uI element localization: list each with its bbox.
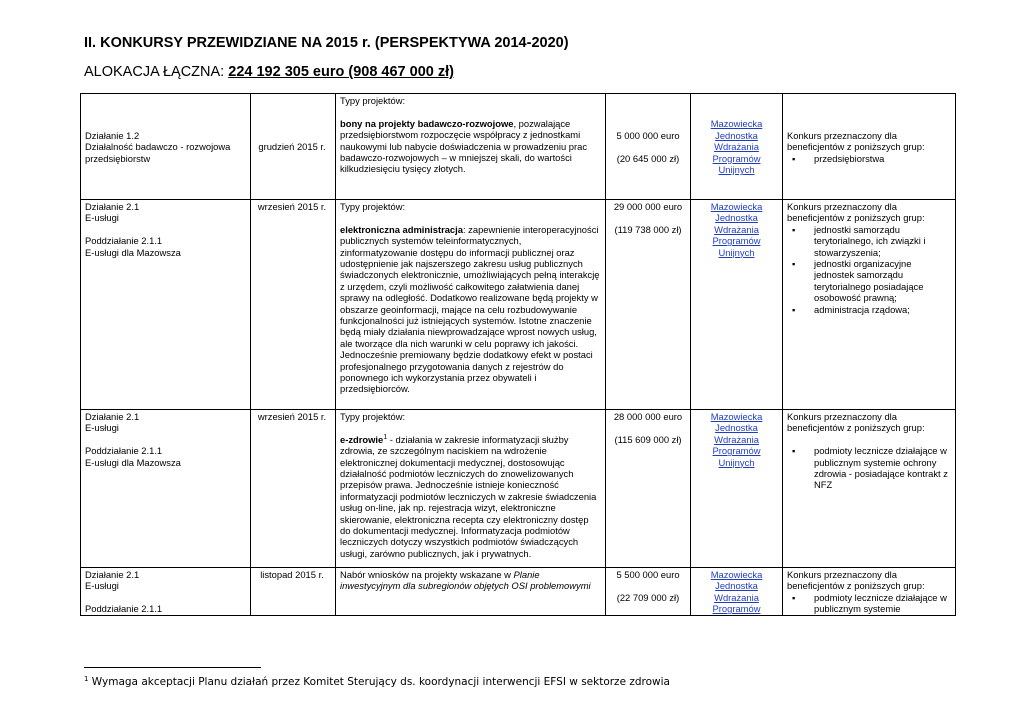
footnote-divider	[84, 667, 261, 668]
beneficiaries-list	[787, 224, 951, 315]
institution-line: Unijnych	[718, 246, 755, 258]
competitions-table	[80, 93, 956, 616]
institution-line: Mazowiecka	[710, 569, 763, 580]
beneficiaries-intro: Konkurs przeznaczony dla beneficjentów z poniższych grup:	[787, 129, 925, 153]
subaction-title: E-usługi dla Mazowsza	[85, 456, 181, 468]
description-cell	[336, 410, 606, 568]
amount-pln: (22 709 000 zł)	[616, 591, 680, 603]
allocation-amount: 224 192 305 euro (908 467 000 zł)	[228, 64, 454, 80]
subaction-title: E-usługi dla Mazowsza	[85, 246, 181, 258]
footnote	[84, 676, 670, 688]
institution-link[interactable]	[695, 569, 778, 615]
action-cell	[81, 94, 251, 200]
footnote-text: Wymaga akceptacji Planu działań przez Komitet Sterujący ds. koordynacji interwencji EFSI w sektorze zdrowia	[88, 676, 670, 688]
institution-line: Programów	[712, 603, 761, 615]
beneficiaries-cell	[783, 568, 956, 616]
amount-eur: 28 000 000 euro	[613, 411, 683, 422]
institution-line: Mazowiecka	[710, 201, 763, 212]
amount-pln: (119 738 000 zł)	[614, 223, 682, 235]
description-text	[340, 569, 601, 592]
description-intro: Typy projektów:	[340, 95, 406, 106]
institution-line: Jednostka	[715, 212, 758, 224]
table-row	[81, 200, 956, 410]
institution-line: Programów	[712, 445, 761, 457]
action-title: E-usługi	[85, 212, 119, 224]
action-title: Działalność badawczo - rozwojowa przedsiębiorstw	[85, 141, 231, 164]
institution-line: Jednostka	[715, 129, 758, 141]
institution-line: Programów	[712, 152, 761, 164]
project-type: bony na projekty badawczo-rozwojowe	[340, 117, 514, 129]
amount-eur: 5 000 000 euro	[616, 129, 680, 141]
description-body: : zapewnienie interoperacyjności publicznych systemów teleinformatycznych, zinformatyzowanie dostępu do informacji publicznej oraz udostępnienie jak najszerszego zakresu usług publicznych świadczonych elektronicznie, umożliwiających pełną interakcję z urzędem, czyli możliwość całkowitego załatwienia danej sprawy na odległość. Dodatkowo realizowane będą projekty w obszarze geoinformacji, mające na celu rozbudowywanie funkcjonalności już istniejących systemów. Istotne znaczenie będą miały działania niewprowadzające wprost nowych usług, ale tworzące dla nich warunki w celu poprawy ich jakości. Jednocześnie premiowany będzie dodatkowy efekt w postaci profesjonalnego przygotowania danych z rejestrów do ponownego ich wykorzystania przez obywateli i przedsiębiorców.	[340, 223, 600, 395]
amount-cell	[606, 568, 691, 616]
footnote-mark: 1	[84, 675, 89, 683]
table-row	[81, 568, 956, 616]
beneficiary-item: ▪ podmioty lecznicze działające w publicznym systemie	[814, 592, 951, 615]
action-cell	[81, 568, 251, 616]
description-cell	[336, 94, 606, 200]
amount-eur: 29 000 000 euro	[613, 201, 683, 212]
institution-cell	[691, 568, 783, 616]
description-cell	[336, 568, 606, 616]
action-number: Działanie 1.2	[85, 129, 140, 141]
allocation-line	[84, 64, 454, 80]
beneficiaries-intro: Konkurs przeznaczony dla beneficjentów z poniższych grup:	[787, 569, 925, 592]
description-text	[340, 224, 601, 395]
beneficiary-item: ▪ jednostki samorządu terytorialnego, ich związki i stowarzyszenia;	[814, 224, 951, 258]
action-number: Działanie 2.1	[85, 201, 140, 212]
institution-line: Mazowiecka	[710, 118, 763, 130]
beneficiaries-cell	[783, 200, 956, 410]
beneficiary-item: ▪ administracja rządowa;	[814, 304, 951, 315]
institution-line: Unijnych	[718, 456, 755, 468]
description-cell	[336, 200, 606, 410]
footnote-ref: 1	[383, 433, 388, 441]
institution-line: Mazowiecka	[710, 411, 763, 422]
beneficiaries-list	[787, 153, 951, 164]
amount-cell	[606, 410, 691, 568]
description-body: , pozwalające przedsiębiorstwom rozpoczęcie współpracy z jednostkami naukowymi lub nabycie doświadczenia w prowadzeniu prac badawczo-rozwojowych – w mniejszej skali, do wartości kilkudziesięciu tysięcy złotych.	[340, 117, 588, 175]
beneficiary-item: ▪ podmioty lecznicze działające w publicznym systemie ochrony zdrowia - posiadające kontrakt z NFZ	[814, 445, 951, 491]
table-row	[81, 94, 956, 200]
description-intro: Typy projektów:	[340, 201, 406, 212]
amount-pln: (20 645 000 zł)	[616, 152, 680, 164]
institution-line: Unijnych	[718, 164, 755, 176]
date-cell: wrzesień 2015 r.	[251, 200, 336, 410]
date-cell: listopad 2015 r.	[251, 568, 336, 616]
description-body: - działania w zakresie informatyzacji służby zdrowia, ze szczególnym naciskiem na wdrożenie elektronicznej dokumentacji medycznej, dostosowując działalność podmiotów leczniczych do znowelizowanych przepisów prawa. Jednocześnie istnieje konieczność informatyzacji podmiotów leczniczych w zakresie świadczenia usług on-line, jak np. rejestracja wizyt, elektroniczne skierowanie, elektroniczna recepta czy elektroniczny dostęp do dokumentacji medycznej. Informatyzacja podmiotów leczniczych dotyczy wszystkich podmiotów świadczących usługi, zarówno publicznych, jak i prywatnych.	[340, 433, 597, 559]
institution-line: Jednostka	[715, 580, 758, 592]
beneficiaries-cell	[783, 94, 956, 200]
institution-line: Jednostka	[715, 422, 758, 434]
project-type: elektroniczna administracja	[340, 223, 463, 235]
institution-cell	[691, 410, 783, 568]
institution-link[interactable]	[695, 201, 778, 258]
date-cell: wrzesień 2015 r.	[251, 410, 336, 568]
subaction-number: Poddziałanie 2.1.1	[85, 603, 163, 615]
institution-cell	[691, 94, 783, 200]
institution-line: Wdrażania	[714, 433, 759, 445]
amount-eur: 5 500 000 euro	[616, 569, 680, 580]
beneficiaries-cell	[783, 410, 956, 568]
plan-name: Planie inwestycyjnym dla subregionów objętych OSI problemowymi	[340, 569, 591, 592]
beneficiaries-list	[787, 445, 951, 491]
action-cell	[81, 410, 251, 568]
amount-cell	[606, 200, 691, 410]
table-row	[81, 410, 956, 568]
institution-cell	[691, 200, 783, 410]
institution-link[interactable]	[695, 118, 778, 175]
action-number: Działanie 2.1	[85, 411, 140, 422]
description-intro: Typy projektów:	[340, 411, 406, 422]
amount-pln: (115 609 000 zł)	[614, 433, 682, 445]
project-type: e-zdrowie	[340, 433, 384, 445]
action-number: Działanie 2.1	[85, 569, 140, 580]
institution-line: Wdrażania	[714, 141, 759, 153]
description-text	[340, 118, 601, 175]
page-title: II. KONKURSY PRZEWIDZIANE NA 2015 r. (PERSPEKTYWA 2014-2020)	[84, 35, 569, 51]
allocation-label: ALOKACJA ŁĄCZNA:	[84, 64, 229, 80]
institution-line: Programów	[712, 235, 761, 247]
action-title: E-usługi	[85, 580, 119, 592]
beneficiaries-list	[787, 592, 951, 615]
beneficiaries-intro: Konkurs przeznaczony dla beneficjentów z poniższych grup:	[787, 411, 925, 434]
subaction-number: Poddziałanie 2.1.1	[85, 445, 163, 457]
beneficiary-item: ▪ jednostki organizacyjne jednostek samorządu terytorialnego posiadające osobowość prawną;	[814, 258, 951, 304]
action-cell	[81, 200, 251, 410]
description-text	[340, 434, 601, 559]
institution-link[interactable]	[695, 411, 778, 468]
description-body: Nabór wniosków na projekty wskazane w	[340, 569, 514, 580]
institution-line: Wdrażania	[714, 591, 759, 603]
institution-line: Wdrażania	[714, 223, 759, 235]
beneficiaries-intro: Konkurs przeznaczony dla beneficjentów z poniższych grup:	[787, 201, 925, 224]
subaction-number: Poddziałanie 2.1.1	[85, 235, 163, 247]
amount-cell	[606, 94, 691, 200]
beneficiary-item: ▪ przedsiębiorstwa	[814, 153, 951, 164]
action-title: E-usługi	[85, 422, 119, 434]
date-cell: grudzień 2015 r.	[251, 94, 336, 200]
